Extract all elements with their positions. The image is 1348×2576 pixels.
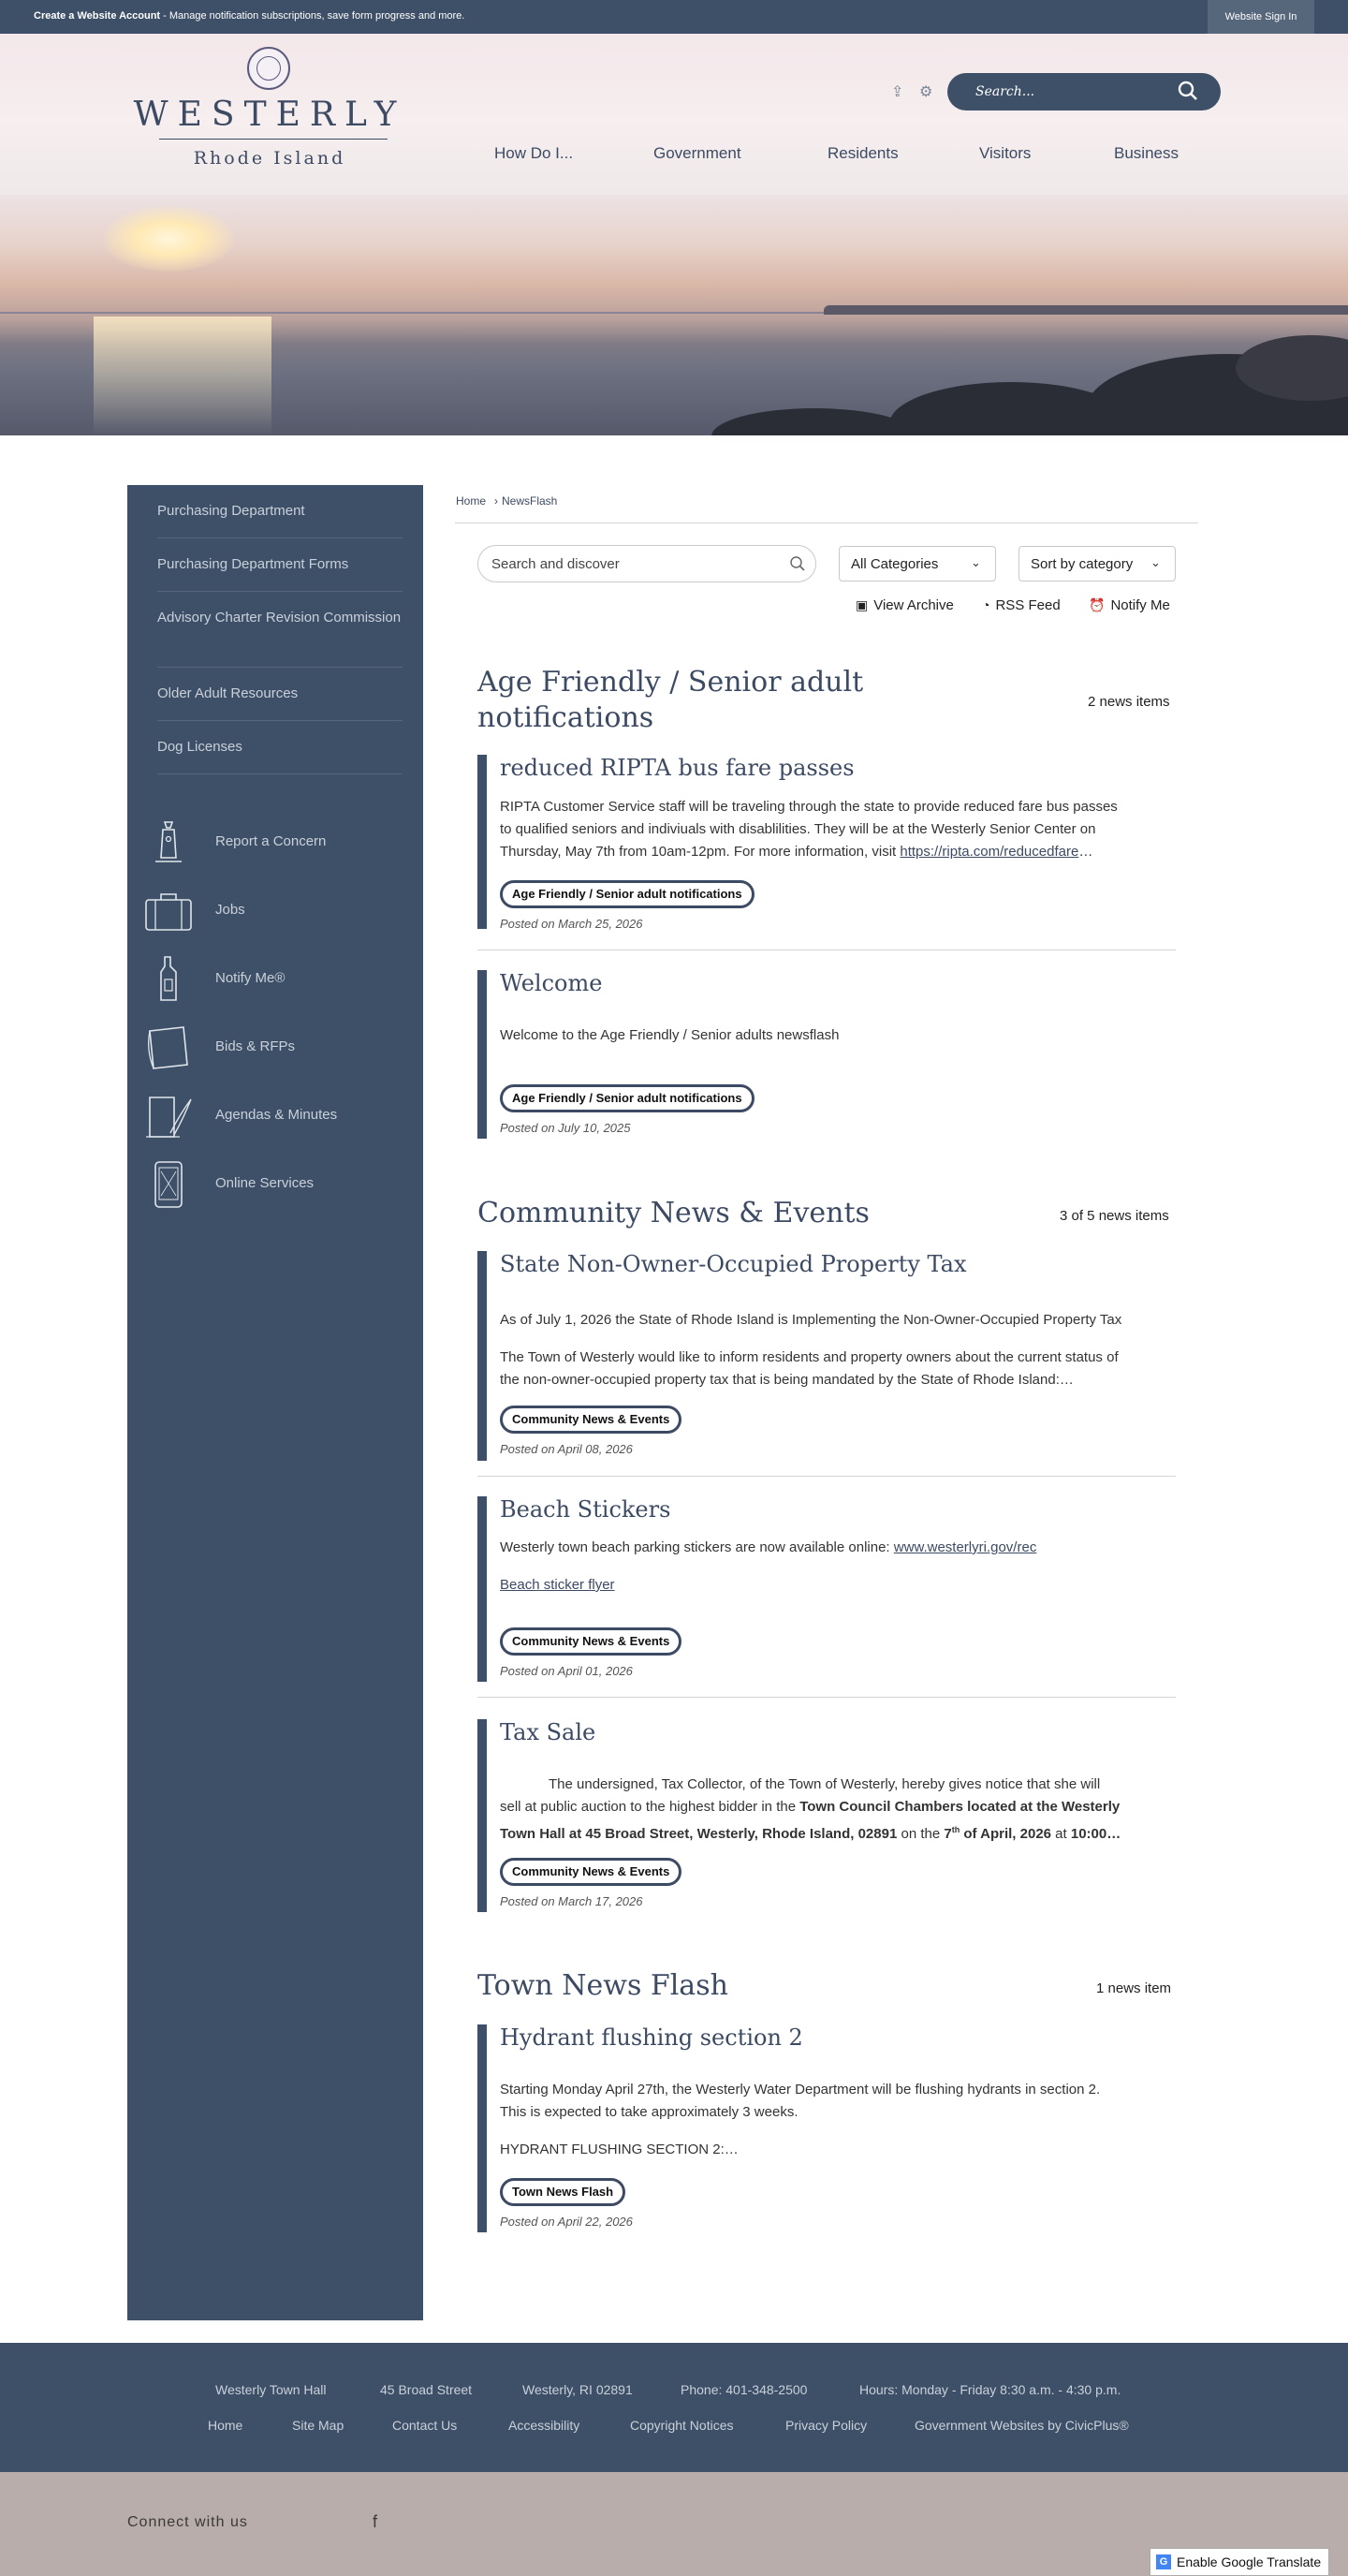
quick-link-notify-me[interactable]	[142, 953, 414, 1006]
footer-link-privacy[interactable]: Privacy Policy	[785, 2418, 868, 2433]
sign-in-button[interactable]: Website Sign In	[1208, 0, 1314, 34]
news-item	[477, 1251, 1176, 1466]
footer-link-contact[interactable]: Contact Us	[392, 2418, 458, 2433]
news-item-title[interactable]: State Non-Owner-Occupied Property Tax	[500, 1251, 967, 1277]
google-translate-button[interactable]: G Enable Google Translate	[1150, 2548, 1329, 2576]
top-bar	[0, 0, 1348, 34]
ripta-link[interactable]: https://ripta.com/reducedfare	[900, 844, 1079, 860]
footer-link-accessibility[interactable]: Accessibility	[508, 2418, 580, 2433]
news-item-title[interactable]: Hydrant flushing section 2	[500, 2024, 803, 2051]
quick-link-report-concern[interactable]	[142, 817, 414, 869]
nav-government[interactable]: Government	[653, 144, 741, 162]
posted-date: Posted on March 25, 2026	[500, 917, 643, 931]
sidebar-item-charter-revision[interactable]: Advisory Charter Revision Commission	[157, 610, 402, 626]
news-item-summary: The Town of Westerly would like to inform residents and property owners about the current status of the non-owner-occupied property tax that is being mandated by the State of Rhode Island:…	[500, 1349, 1119, 1388]
news-item-summary: Starting Monday April 27th, the Westerly Water Department will be flushing hydrants in section 2. This is expected to take approximately 3 weeks.	[500, 2082, 1101, 2120]
news-item	[477, 755, 1176, 942]
news-item-summary	[500, 1574, 1174, 1597]
nav-how-do-i[interactable]: How Do I...	[494, 144, 574, 162]
site-header	[0, 34, 1348, 195]
nav-visitors[interactable]: Visitors	[979, 144, 1032, 162]
news-search-input[interactable]	[477, 545, 816, 582]
logo-title[interactable]: WESTERLY	[133, 96, 406, 134]
news-item	[477, 2024, 1176, 2235]
footer-address: 45 Broad Street	[380, 2382, 473, 2397]
search-icon[interactable]	[789, 555, 806, 572]
gear-icon[interactable]: ⚙	[919, 84, 933, 100]
quick-link-online-services[interactable]	[142, 1158, 414, 1211]
category-title: Town News Flash	[477, 1969, 728, 2002]
search-placeholder[interactable]: Search...	[975, 84, 1035, 99]
quick-link-agendas[interactable]	[142, 1090, 414, 1142]
mobile-phone-icon	[142, 1158, 195, 1211]
footer-town-hall: Westerly Town Hall	[215, 2382, 327, 2397]
quick-link-label: Agendas & Minutes	[215, 1107, 338, 1123]
social-bar	[0, 2472, 1348, 2576]
category-title: Community News & Events	[477, 1197, 870, 1229]
category-count: 2 news items	[1088, 694, 1170, 710]
message-bottle-icon	[142, 953, 195, 1006]
posted-date: Posted on April 08, 2026	[500, 1442, 633, 1456]
news-item-summary: The undersigned, Tax Collector, of the Town of Westerly, hereby gives notice that she will sell at public auction to the highest bidder in the Town Council Chambers located at the Westerly Town Hall at 45 Broad Street, Westerly, Rhode Island, 02891 on the 7th of April, 2026 at 10:00…	[500, 1776, 1121, 1842]
rss-icon: ◔	[982, 597, 990, 612]
sidebar	[127, 485, 423, 2320]
hero-image	[0, 195, 1348, 435]
notify-me-link[interactable]: ⏰ Notify Me	[1089, 597, 1170, 613]
category-tag[interactable]: Community News & Events	[500, 1627, 681, 1656]
quick-link-label: Report a Concern	[215, 833, 327, 849]
site-search[interactable]	[947, 73, 1221, 110]
sidebar-item-older-adult[interactable]: Older Adult Resources	[157, 685, 299, 701]
alarm-bell-icon: ⏰	[1089, 597, 1106, 612]
news-item-title[interactable]: Tax Sale	[500, 1719, 596, 1745]
category-tag[interactable]: Age Friendly / Senior adult notifications	[500, 880, 755, 908]
posted-date: Posted on July 10, 2025	[500, 1121, 631, 1135]
search-icon[interactable]	[1178, 81, 1198, 101]
lighthouse-icon	[142, 817, 195, 869]
nav-business[interactable]: Business	[1114, 144, 1179, 162]
news-item-summary: Welcome to the Age Friendly / Senior adults newsflash	[500, 1027, 840, 1043]
category-select[interactable]: All Categories ⌄	[839, 546, 996, 581]
news-item-title[interactable]: reduced RIPTA bus fare passes	[500, 755, 855, 781]
footer-link-home[interactable]: Home	[208, 2418, 243, 2433]
sort-select[interactable]: Sort by category ⌄	[1018, 546, 1176, 581]
quick-link-label: Jobs	[215, 902, 245, 918]
footer-phone[interactable]: Phone: 401-348-2500	[681, 2382, 808, 2397]
connect-heading: Connect with us	[127, 2514, 248, 2530]
rss-feed-link[interactable]: ◔ RSS Feed	[982, 597, 1061, 613]
logo-divider	[159, 139, 388, 140]
posted-date: Posted on March 17, 2026	[500, 1894, 643, 1908]
search-placeholder: Search and discover	[491, 556, 620, 572]
beach-sticker-flyer-link[interactable]: Beach sticker flyer	[500, 1577, 615, 1593]
site-footer	[0, 2343, 1348, 2472]
quill-paper-icon	[142, 1090, 195, 1142]
sidebar-item-purchasing[interactable]: Purchasing Department	[157, 503, 305, 519]
posted-date: Posted on April 01, 2026	[500, 1664, 633, 1678]
breadcrumb-separator: ›	[494, 494, 498, 508]
google-translate-icon: G	[1156, 2554, 1171, 2569]
news-item	[477, 1719, 1176, 1916]
news-item-summary: Westerly town beach parking stickers are now available online: www.westerlyri.gov/rec	[500, 1539, 1037, 1555]
scroll-icon	[142, 1022, 195, 1074]
breadcrumb-current[interactable]: NewsFlash	[502, 494, 558, 508]
chevron-down-icon: ⌄	[1150, 555, 1161, 569]
category-title: Age Friendly / Senior adult notifications	[477, 666, 864, 734]
share-icon[interactable]: ⇪	[891, 84, 904, 100]
suitcase-icon	[142, 885, 195, 937]
facebook-icon[interactable]: f	[373, 2512, 378, 2531]
news-item	[477, 970, 1176, 1139]
quick-link-label: Notify Me®	[215, 970, 286, 986]
quick-link-bids[interactable]	[142, 1022, 414, 1074]
account-message[interactable]: Create a Website Account - Manage notification subscriptions, save form progress and more.	[34, 10, 465, 22]
posted-date: Posted on April 22, 2026	[500, 2215, 633, 2229]
category-tag[interactable]: Age Friendly / Senior adult notifications	[500, 1084, 755, 1112]
chevron-down-icon: ⌄	[971, 555, 981, 569]
category-count: 3 of 5 news items	[1060, 1208, 1169, 1224]
news-item-summary: RIPTA Customer Service staff will be traveling through the state to provide reduced fare bus passes to qualified seniors and indiviuals with disablilities. They will be at the Westerly Senior Center on Thursday, May 7th from 10am-12pm. For more information, visit https://ripta.com/reducedfare…	[500, 799, 1118, 860]
news-item-title[interactable]: Welcome	[500, 970, 603, 996]
news-item	[477, 1496, 1176, 1684]
quick-link-jobs[interactable]	[142, 885, 414, 937]
logo-subtitle[interactable]: Rhode Island	[193, 148, 346, 169]
town-seal-icon	[247, 47, 290, 90]
quick-link-label: Bids & RFPs	[215, 1038, 296, 1054]
nav-residents[interactable]: Residents	[828, 144, 899, 162]
news-item-summary: As of July 1, 2026 the State of Rhode Island is Implementing the Non-Owner-Occupied Property Tax	[500, 1312, 1122, 1328]
news-item-summary: HYDRANT FLUSHING SECTION 2:…	[500, 2142, 739, 2157]
sidebar-item-purchasing-forms[interactable]: Purchasing Department Forms	[157, 556, 349, 572]
archive-icon: ▣	[856, 597, 869, 612]
footer-link-copyright[interactable]: Copyright Notices	[630, 2418, 734, 2433]
footer-link-civicplus[interactable]: Government Websites by CivicPlus®	[915, 2418, 1129, 2433]
category-count: 1 news item	[1096, 1980, 1172, 1996]
breadcrumb-home[interactable]: Home	[456, 494, 487, 508]
rec-link[interactable]: www.westerlyri.gov/rec	[893, 1539, 1037, 1555]
category-tag[interactable]: Community News & Events	[500, 1406, 681, 1434]
quick-link-label: Online Services	[215, 1175, 315, 1191]
footer-hours: Hours: Monday - Friday 8:30 a.m. - 4:30 p.m.	[859, 2382, 1121, 2397]
footer-city: Westerly, RI 02891	[522, 2382, 633, 2397]
view-archive-link[interactable]: ▣ View Archive	[856, 597, 954, 613]
news-item-title[interactable]: Beach Stickers	[500, 1496, 671, 1523]
sidebar-item-dog-licenses[interactable]: Dog Licenses	[157, 739, 242, 755]
category-tag[interactable]: Town News Flash	[500, 2178, 625, 2206]
footer-link-site-map[interactable]: Site Map	[292, 2418, 344, 2433]
category-tag[interactable]: Community News & Events	[500, 1858, 681, 1886]
